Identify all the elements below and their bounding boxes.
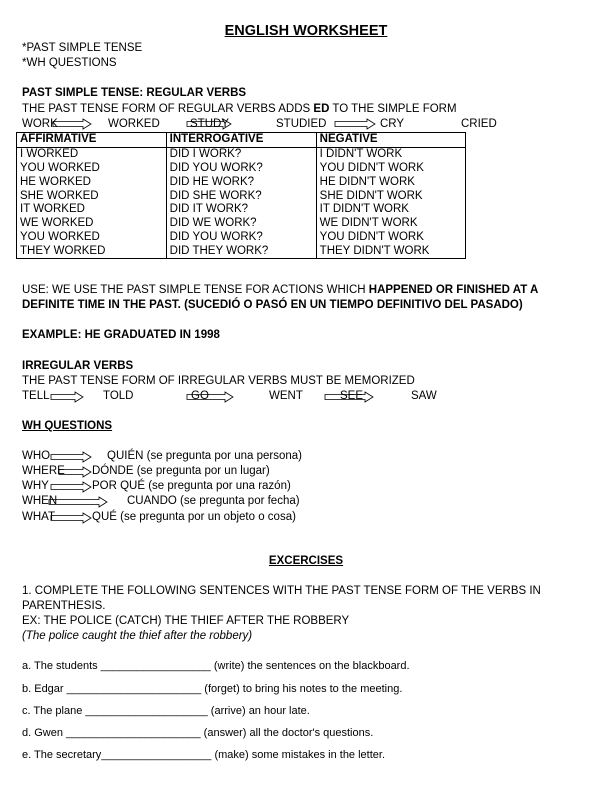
irregular-base-tell: TELL xyxy=(22,390,50,402)
arrow-right-icon xyxy=(48,496,108,508)
table-row xyxy=(17,203,466,217)
table-row xyxy=(17,175,466,189)
cell-interrogative: DID YOU WORK? xyxy=(166,231,316,245)
wh-questions-heading: WH QUESTIONS xyxy=(22,420,113,432)
cell-interrogative: DID WE WORK? xyxy=(166,217,316,231)
irregular-base-go: GO xyxy=(191,390,209,402)
arrow-right-icon xyxy=(58,466,92,478)
arrow-right-icon xyxy=(52,118,92,130)
table-row xyxy=(17,217,466,231)
exercises-heading: EXCERCISES xyxy=(268,555,344,567)
example-past-worked: WORKED xyxy=(108,118,160,130)
example-base-cry: CRY xyxy=(380,118,405,130)
exercise-item-d: d. Gwen ______________________ (answer) all the doctor's questions. xyxy=(22,727,374,739)
exercise-example-answer: (The police caught the thief after the robbery) xyxy=(22,630,253,642)
arrow-right-icon xyxy=(186,118,232,130)
irregular-past-went: WENT xyxy=(269,390,303,402)
use-prefix: USE: WE USE THE PAST SIMPLE TENSE FOR ACTIONS WHICH xyxy=(22,284,369,296)
cell-interrogative: DID THEY WORK? xyxy=(166,244,316,258)
exercise-example: EX: THE POLICE (CATCH) THE THIEF AFTER THE ROBBERY xyxy=(22,615,350,627)
exercise-item-a: a. The students __________________ (write) the sentences on the blackboard. xyxy=(22,660,410,672)
cell-negative: THEY DIDN'T WORK xyxy=(316,244,465,258)
conjugation-table xyxy=(16,132,466,259)
example-sentence: EXAMPLE: HE GRADUATED IN 1998 xyxy=(22,329,220,341)
topic-past-simple: *PAST SIMPLE TENSE xyxy=(22,42,143,54)
regular-verbs-rule xyxy=(22,102,457,116)
wh-meaning-where: DÓNDE (se pregunta por un lugar) xyxy=(92,465,270,477)
example-base-study: STUDY xyxy=(190,118,229,130)
cell-negative: WE DIDN'T WORK xyxy=(316,217,465,231)
arrow-right-icon xyxy=(50,451,92,463)
cell-interrogative: DID HE WORK? xyxy=(166,175,316,189)
cell-affirmative: IT WORKED xyxy=(17,203,167,217)
wh-word-who: WHO xyxy=(22,450,51,462)
cell-interrogative: DID IT WORK? xyxy=(166,203,316,217)
arrow-right-icon xyxy=(50,481,92,493)
example-base-work: WORK xyxy=(22,118,58,130)
cell-affirmative: YOU WORKED xyxy=(17,162,167,176)
exercise-item-b: b. Edgar ______________________ (forget) to bring his notes to the meeting. xyxy=(22,683,403,695)
cell-affirmative: YOU WORKED xyxy=(17,231,167,245)
table-row xyxy=(17,162,466,176)
cell-negative: I DIDN'T WORK xyxy=(316,147,465,161)
wh-word-where: WHERE xyxy=(22,465,65,477)
use-bold: HAPPENED OR FINISHED AT A xyxy=(368,284,539,296)
topic-wh-questions: *WH QUESTIONS xyxy=(22,57,117,69)
irregular-verbs-rule: THE PAST TENSE FORM OF IRREGULAR VERBS MUST BE MEMORIZED xyxy=(22,375,415,387)
example-past-studied: STUDIED xyxy=(276,118,327,130)
use-line-2: DEFINITE TIME IN THE PAST. (SUCEDIÓ O PASÓ EN UN TIEMPO DEFINITIVO DEL PASADO) xyxy=(22,299,523,311)
rule-suffix: TO THE SIMPLE FORM xyxy=(329,103,457,115)
cell-negative: SHE DIDN'T WORK xyxy=(316,189,465,203)
cell-interrogative: DID I WORK? xyxy=(166,147,316,161)
arrow-right-icon xyxy=(50,512,92,524)
irregular-past-told: TOLD xyxy=(103,390,134,402)
wh-meaning-when: CUANDO (se pregunta por fecha) xyxy=(127,495,300,507)
cell-negative: IT DIDN'T WORK xyxy=(316,203,465,217)
exercise-instruction-line-2: PARENTHESIS. xyxy=(22,600,106,612)
arrow-right-icon xyxy=(324,391,374,403)
cell-affirmative: I WORKED xyxy=(17,147,167,161)
arrow-right-icon xyxy=(186,391,234,403)
exercise-instruction-line-1: 1. COMPLETE THE FOLLOWING SENTENCES WITH THE PAST TENSE FORM OF THE VERBS IN xyxy=(22,585,541,597)
table-row xyxy=(17,147,466,161)
cell-affirmative: SHE WORKED xyxy=(17,189,167,203)
arrow-right-icon xyxy=(50,391,84,403)
header-negative: NEGATIVE xyxy=(316,133,465,148)
cell-interrogative: DID YOU WORK? xyxy=(166,162,316,176)
table-row xyxy=(17,189,466,203)
cell-negative: HE DIDN'T WORK xyxy=(316,175,465,189)
table-row xyxy=(17,231,466,245)
arrow-right-icon xyxy=(334,118,376,130)
cell-negative: YOU DIDN'T WORK xyxy=(316,231,465,245)
wh-word-why: WHY xyxy=(22,480,49,492)
exercise-item-e: e. The secretary__________________ (make) some mistakes in the letter. xyxy=(22,749,386,761)
header-interrogative: INTERROGATIVE xyxy=(166,133,316,148)
cell-affirmative: HE WORKED xyxy=(17,175,167,189)
irregular-past-saw: SAW xyxy=(411,390,437,402)
table-header-row xyxy=(17,133,466,148)
header-affirmative: AFFIRMATIVE xyxy=(17,133,167,148)
regular-verbs-heading: PAST SIMPLE TENSE: REGULAR VERBS xyxy=(22,87,247,99)
irregular-base-see: SEE xyxy=(340,390,364,402)
table-row xyxy=(17,244,466,258)
wh-meaning-what: QUÉ (se pregunta por un objeto o cosa) xyxy=(92,511,296,523)
wh-meaning-who: QUIÉN (se pregunta por una persona) xyxy=(107,450,302,462)
wh-meaning-why: POR QUÉ (se pregunta por una razón) xyxy=(92,480,291,492)
cell-interrogative: DID SHE WORK? xyxy=(166,189,316,203)
rule-ed: ED xyxy=(313,103,330,115)
example-past-cried: CRIED xyxy=(461,118,497,130)
cell-affirmative: THEY WORKED xyxy=(17,244,167,258)
cell-affirmative: WE WORKED xyxy=(17,217,167,231)
rule-prefix: THE PAST TENSE FORM OF REGULAR VERBS ADDS xyxy=(22,103,314,115)
worksheet-title: ENGLISH WORKSHEET xyxy=(224,23,388,39)
use-line-1 xyxy=(22,283,538,297)
irregular-verbs-heading: IRREGULAR VERBS xyxy=(22,360,134,372)
wh-word-what: WHAT xyxy=(22,511,56,523)
wh-word-when: WHEN xyxy=(22,495,58,507)
exercise-item-c: c. The plane ____________________ (arrive) an hour late. xyxy=(22,705,310,717)
cell-negative: YOU DIDN'T WORK xyxy=(316,162,465,176)
